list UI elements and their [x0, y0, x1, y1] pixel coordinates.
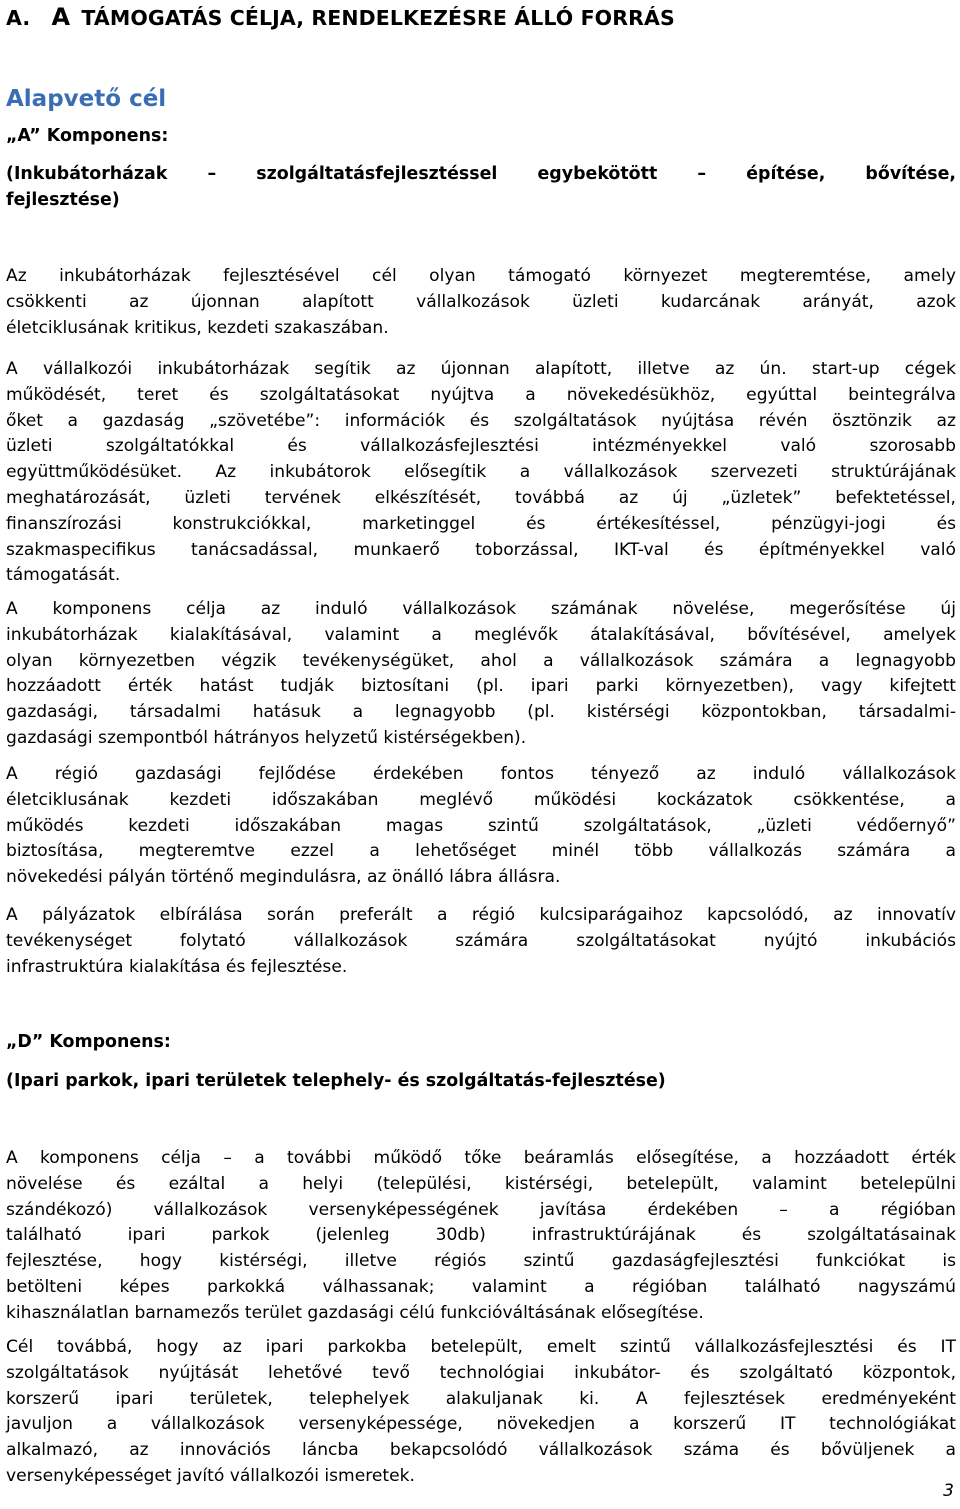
- text-line: olyan környezetben végzik tevékenységüket, ahol a vállalkozások számára a legnagyobb: [6, 650, 956, 671]
- component-d-title: (Ipari parkok, ipari területek telephely- és szolgáltatás-fejlesztése): [6, 1071, 666, 1091]
- text-line: inkubátorházak kialakításával, valamint a meglévők átalakításával, bővítésével, amelyek: [6, 624, 956, 645]
- component-a-title-line: (Inkubátorházak – szolgáltatásfejlesztéssel egybekötött – építése, bővítése,: [6, 164, 956, 184]
- text-line: finanszírozási konstrukciókkal, marketinggel és értékesítéssel, pénzügyi-jogi és: [6, 513, 956, 534]
- text-line: támogatását.: [6, 565, 121, 586]
- text-line: meghatározását, üzleti tervének elkészítését, továbbá az új „üzletek” befektetéssel,: [6, 487, 956, 508]
- text-line: működését, teret és szolgáltatásokat nyújtva a növekedésükhöz, egyúttal beintegrálva: [6, 384, 956, 405]
- text-line: csökkenti az újonnan alapított vállalkozások üzleti kudarcának arányát, azok: [6, 291, 956, 312]
- component-d-paragraph-1: [6, 1146, 956, 1327]
- text-line: tevékenységet folytató vállalkozások számára szolgáltatásokat nyújtó inkubációs: [6, 930, 956, 951]
- text-line: Cél továbbá, hogy az ipari parkokba betelepült, emelt szintű vállalkozásfejlesztési és IT: [6, 1337, 956, 1357]
- text-line: őket a gazdaság „szövetébe”: információk és szolgáltatások nyújtása révén ösztönzik az: [6, 410, 956, 431]
- section-heading: [6, 3, 675, 32]
- component-a-label: „A” Komponens:: [6, 126, 169, 146]
- text-line: javuljon a vállalkozások versenyképessége, növekedjen a korszerű IT technológiákat: [6, 1414, 956, 1435]
- text-line: infrastruktúra kialakítása és fejlesztése.: [6, 956, 348, 977]
- text-line: növelése és ezáltal a helyi (települési, kistérségi, betelepült, valamint betelepülni: [6, 1173, 956, 1194]
- text-line: működés kezdeti időszakában magas szintű szolgáltatások, „üzleti védőernyő”: [6, 815, 956, 836]
- text-line: üzleti szolgáltatókkal és vállalkozásfejlesztési intézményekkel való szorosabb: [6, 436, 956, 457]
- subheading: Alapvető cél: [6, 86, 167, 112]
- text-line: versenyképességet javító vállalkozói ismeretek.: [6, 1465, 415, 1486]
- component-d-paragraph-2: [6, 1335, 956, 1490]
- text-line: alkalmazó, az innovációs láncba bekapcsolódó vállalkozások száma és bővüljenek a: [6, 1440, 956, 1461]
- text-line: A komponens célja – a további működő tőke beáramlás elősegítése, a hozzáadott érték: [6, 1148, 956, 1168]
- text-line: A vállalkozói inkubátorházak segítik az újonnan alapított, illetve az ún. start-up cégek: [6, 359, 956, 379]
- text-line: biztosítása, megteremtve ezzel a lehetőséget minél több vállalkozás számára a: [6, 841, 956, 862]
- section-title-initial: A: [51, 3, 71, 31]
- text-line: fejlesztése, hogy kistérségi, illetve régiós szintű gazdaságfejlesztési funkciókat is: [6, 1251, 956, 1272]
- text-line: korszerű ipari területek, telephelyek alakuljanak ki. A fejlesztések eredményeként: [6, 1388, 956, 1409]
- component-a-title: [6, 162, 956, 214]
- component-a-paragraph-3: [6, 597, 956, 752]
- component-a-title-line: fejlesztése): [6, 189, 120, 210]
- text-line: A pályázatok elbírálása során preferált a régió kulcsiparágaihoz kapcsolódó, az innovatív: [6, 905, 956, 925]
- page-number: 3: [943, 1481, 954, 1501]
- text-line: szolgáltatások nyújtását lehetővé tevő technológiai inkubátor- és szolgáltató központok,: [6, 1362, 956, 1383]
- component-d-label: „D” Komponens:: [6, 1032, 171, 1052]
- text-line: Az inkubátorházak fejlesztésével cél olyan támogató környezet megteremtése, amely: [6, 266, 956, 286]
- text-line: életciklusának kritikus, kezdeti szakaszában.: [6, 317, 389, 338]
- text-line: gazdasági szempontból hátrányos helyzetű kistérségekben).: [6, 727, 527, 748]
- text-line: betölteni képes parkokká válhassanak; valamint a régióban található nagyszámú: [6, 1276, 956, 1297]
- component-a-paragraph-4: [6, 762, 956, 891]
- component-a-paragraph-1: [6, 264, 956, 341]
- text-line: kihasználatlan barnamezős terület gazdasági célú funkcióváltásának elősegítése.: [6, 1302, 704, 1323]
- text-line: szakmaspecifikus tanácsadással, munkaerő toborzással, IKT-val és építményekkel való: [6, 539, 956, 560]
- text-line: található ipari parkok (jelenleg 30db) infrastruktúrájának és szolgáltatásainak: [6, 1225, 956, 1246]
- text-line: hozzáadott érték hatást tudják biztosítani (pl. ipari parki környezetben), vagy kifejtett: [6, 676, 956, 697]
- text-line: növekedési pályán történő megindulásra, az önálló lábra állásra.: [6, 867, 561, 888]
- text-line: életciklusának kezdeti időszakában meglévő működési kockázatok csökkentése, a: [6, 789, 956, 810]
- text-line: szándékozó) vállalkozások versenyképességének javítása érdekében – a régióban: [6, 1199, 956, 1220]
- text-line: A régió gazdasági fejlődése érdekében fontos tényező az induló vállalkozások: [6, 764, 956, 784]
- text-line: együttműködésüket. Az inkubátorok elősegítik a vállalkozások szervezeti struktúrájának: [6, 462, 956, 483]
- component-a-paragraph-2: [6, 357, 956, 589]
- text-line: A komponens célja az induló vállalkozások számának növelése, megerősítése új: [6, 599, 956, 619]
- section-title-rest: TÁMOGATÁS CÉLJA, RENDELKEZÉSRE ÁLLÓ FORRÁS: [81, 6, 675, 30]
- component-a-paragraph-5: [6, 903, 956, 980]
- text-line: gazdasági, társadalmi hatásuk a legnagyobb (pl. kistérségi központokban, társadalmi-: [6, 702, 956, 723]
- section-prefix: A.: [6, 6, 31, 30]
